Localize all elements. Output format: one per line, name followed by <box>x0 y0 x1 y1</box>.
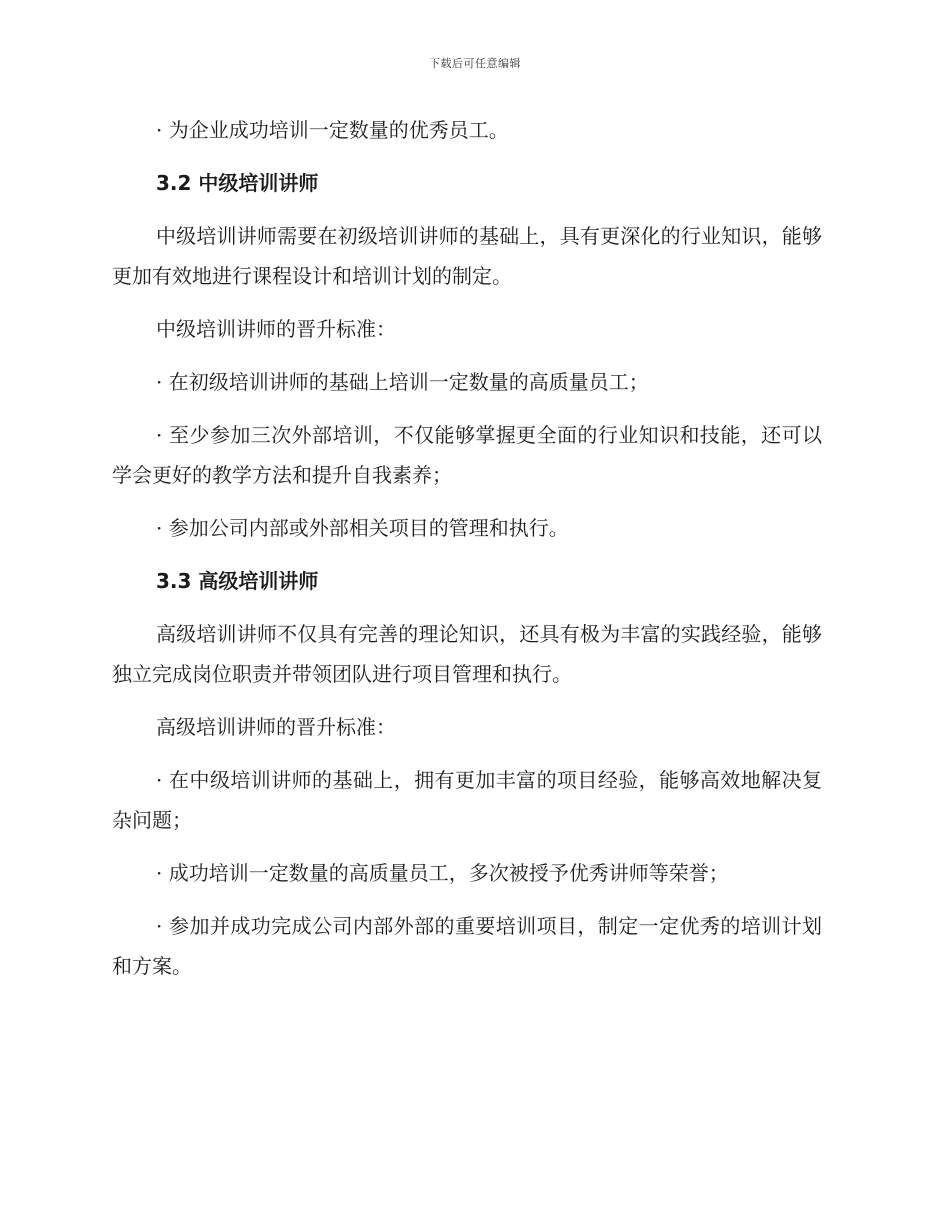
body-paragraph: 高级培训讲师的晋升标准： <box>156 715 396 739</box>
body-paragraph: 中级培训讲师需要在初级培训讲师的基础上，具有更深化的行业知识，能够更加有效地进行课程设计和培训计划的制定。 <box>112 224 822 288</box>
section-heading-3-3: 3.3 高级培训讲师 <box>156 569 319 593</box>
bullet-paragraph: · 在中级培训讲师的基础上，拥有更加丰富的项目经验，能够高效地解决复杂问题； <box>112 768 822 832</box>
page-header: 下载后可任意编辑 <box>429 57 521 70</box>
bullet-paragraph: · 参加并成功完成公司内部外部的重要培训项目，制定一定优秀的培训计划和方案。 <box>112 914 822 978</box>
bullet-paragraph: · 在初级培训讲师的基础上培训一定数量的高质量员工； <box>156 370 649 394</box>
bullet-paragraph: · 参加公司内部或外部相关项目的管理和执行。 <box>156 516 569 540</box>
bullet-paragraph: · 至少参加三次外部培训，不仅能够掌握更全面的行业知识和技能，还可以学会更好的教学方法和提升自我素养； <box>112 423 822 487</box>
bullet-paragraph: · 为企业成功培训一定数量的优秀员工。 <box>156 118 509 142</box>
bullet-paragraph: · 成功培训一定数量的高质量员工，多次被授予优秀讲师等荣誉； <box>156 861 729 885</box>
section-heading-3-2: 3.2 中级培训讲师 <box>156 171 319 195</box>
document-body <box>112 110 822 999</box>
body-paragraph: 中级培训讲师的晋升标准： <box>156 317 396 341</box>
body-paragraph: 高级培训讲师不仅具有完善的理论知识，还具有极为丰富的实践经验，能够独立完成岗位职责并带领团队进行项目管理和执行。 <box>112 622 822 686</box>
